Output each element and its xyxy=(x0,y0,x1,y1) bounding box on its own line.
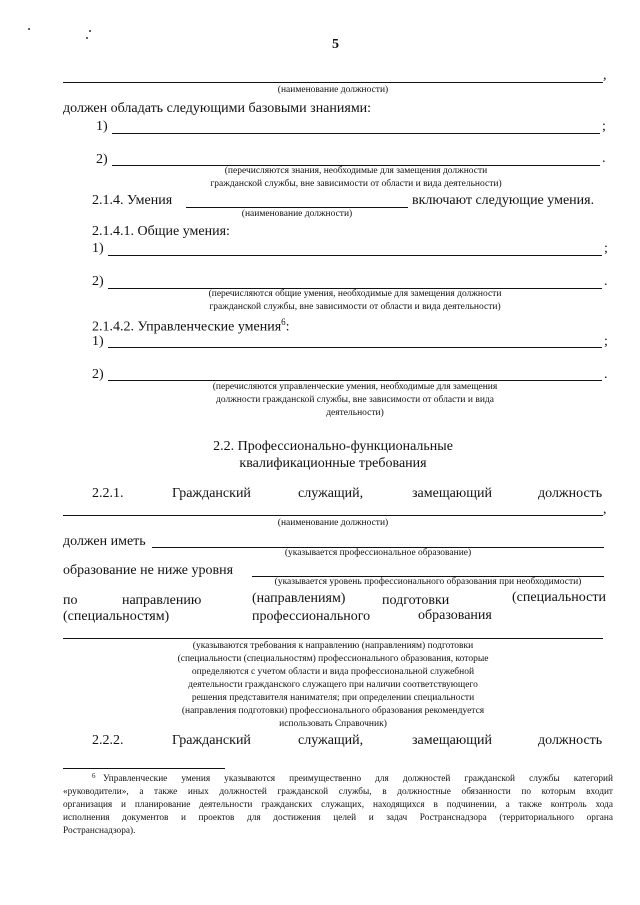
general-caption-2: гражданской службы, вне зависимости от области и вида деятельности) xyxy=(209,302,501,312)
skills-position-line xyxy=(186,207,408,208)
mgmt-skills-title-text: 2.1.4.2. Управленческие умения xyxy=(92,319,282,335)
p222-word: замещающий xyxy=(412,733,493,748)
section-heading-1: 2.2. Профессионально-функциональные xyxy=(213,439,453,454)
general-item-1-num: 1) xyxy=(92,241,104,256)
semicolon: ; xyxy=(604,334,608,349)
must-have: должен иметь xyxy=(63,534,146,549)
level-label: образование не ниже уровня xyxy=(63,563,234,578)
footnote-separator xyxy=(63,768,225,769)
req-caption-line: определяются с учетом области и вида профессиональной служебной xyxy=(191,667,475,677)
req-caption-line: деятельности гражданского служащего при наличии соответствующего xyxy=(188,680,478,690)
mgmt-item-2-line xyxy=(108,380,602,381)
req-caption-line: использовать Справочник) xyxy=(279,719,387,729)
req-caption-line: (специальности (специальностям) профессионального образования, которые xyxy=(177,654,489,664)
req-caption-line: (направления подготовки) профессионального образования рекомендуется xyxy=(181,706,485,716)
skills-label: 2.1.4. Умения xyxy=(92,193,173,208)
p221-word: должность xyxy=(538,486,603,501)
p222-word: 2.2.2. xyxy=(92,733,124,748)
direction-word: (направлениям) xyxy=(252,591,346,606)
semicolon: ; xyxy=(604,241,608,256)
skills-tail: включают следующие умения. xyxy=(412,193,595,208)
p221-word: Гражданский xyxy=(172,486,251,501)
scan-speck xyxy=(89,30,91,32)
footnote-line: Управленческие умения указываются преимущественно для должностей гражданской службы категорий xyxy=(103,774,613,784)
mgmt-item-2-num: 2) xyxy=(92,367,104,382)
footnote-line: исполнения документов и проектов для достижения целей и задач Ространснадзора (территориального органа xyxy=(63,813,613,823)
caption-position: (наименование должности) xyxy=(277,85,389,95)
direction-word: по xyxy=(63,593,78,608)
section-heading-2: квалификационные требования xyxy=(239,456,427,471)
semicolon: ; xyxy=(602,119,606,134)
p221-caption-position: (наименование должности) xyxy=(277,518,389,528)
caption-education: (указывается профессиональное образование) xyxy=(284,548,472,558)
scan-speck xyxy=(28,28,30,30)
mgmt-colon: : xyxy=(285,319,290,335)
caption-level: (указывается уровень профессионального образования при необходимости) xyxy=(274,577,582,587)
p221-word: 2.2.1. xyxy=(92,486,124,501)
mgmt-caption-3: деятельности) xyxy=(326,408,384,418)
caption-knowledge-2: гражданской службы, вне зависимости от области и вида деятельности) xyxy=(210,179,502,189)
position-blank-line xyxy=(63,82,603,83)
direction-line xyxy=(63,638,603,639)
page-number: 5 xyxy=(332,37,339,52)
p222-word: служащий, xyxy=(298,733,364,748)
p221-position-line xyxy=(63,515,603,516)
p222-word: должность xyxy=(538,733,603,748)
footnote-line: «руководители», а также иных должностей гражданской службы, в должностные обязанности по которым входит xyxy=(63,787,613,797)
p221-word: замещающий xyxy=(412,486,493,501)
mgmt-item-1-line xyxy=(108,347,602,348)
knowledge-intro: должен обладать следующими базовыми знаниями: xyxy=(63,101,372,116)
p221-word: служащий, xyxy=(298,486,364,501)
footnote-number: 6 xyxy=(92,772,96,780)
comma: , xyxy=(603,502,607,517)
footnote-line: организация и планирование деятельности гражданских служащих, находящихся в подчинении, а также контроль хода xyxy=(63,800,613,810)
skills-caption-position: (наименование должности) xyxy=(241,209,353,219)
p222-word: Гражданский xyxy=(172,733,251,748)
knowledge-item-2-num: 2) xyxy=(96,152,108,167)
general-item-1-line xyxy=(108,255,602,256)
direction-word: (специальностям) xyxy=(63,609,170,624)
mgmt-skills-title xyxy=(92,317,290,336)
footnote-ref: 6 xyxy=(281,317,286,327)
footnote-line: Ространснадзора). xyxy=(63,826,136,836)
direction-word: подготовки xyxy=(382,593,450,608)
comma: , xyxy=(603,68,607,83)
caption-knowledge-1: (перечисляются знания, необходимые для замещения должности xyxy=(224,166,488,176)
mgmt-caption-2: должности гражданской службы, вне зависимости от области и вида xyxy=(216,395,494,405)
direction-word: профессионального xyxy=(252,609,371,624)
general-skills-title: 2.1.4.1. Общие умения: xyxy=(92,224,230,239)
req-caption-line: решения представителя нанимателя; при определении специальности xyxy=(191,693,475,703)
period: . xyxy=(604,367,608,382)
req-caption-line: (указываются требования к направлению (направлениям) подготовки xyxy=(192,641,474,651)
general-caption-1: (перечисляются общие умения, необходимые для замещения должности xyxy=(208,289,502,299)
knowledge-item-1-num: 1) xyxy=(96,119,108,134)
mgmt-caption-1: (перечисляются управленческие умения, необходимые для замещения xyxy=(212,382,498,392)
scan-speck xyxy=(86,37,88,39)
direction-word: (специальности xyxy=(512,590,606,605)
knowledge-item-1-line xyxy=(112,133,600,134)
direction-word: образования xyxy=(418,608,492,623)
general-item-2-num: 2) xyxy=(92,274,104,289)
direction-word: направлению xyxy=(122,593,202,608)
period: . xyxy=(602,151,606,166)
mgmt-item-1-num: 1) xyxy=(92,334,104,349)
period: . xyxy=(604,274,608,289)
